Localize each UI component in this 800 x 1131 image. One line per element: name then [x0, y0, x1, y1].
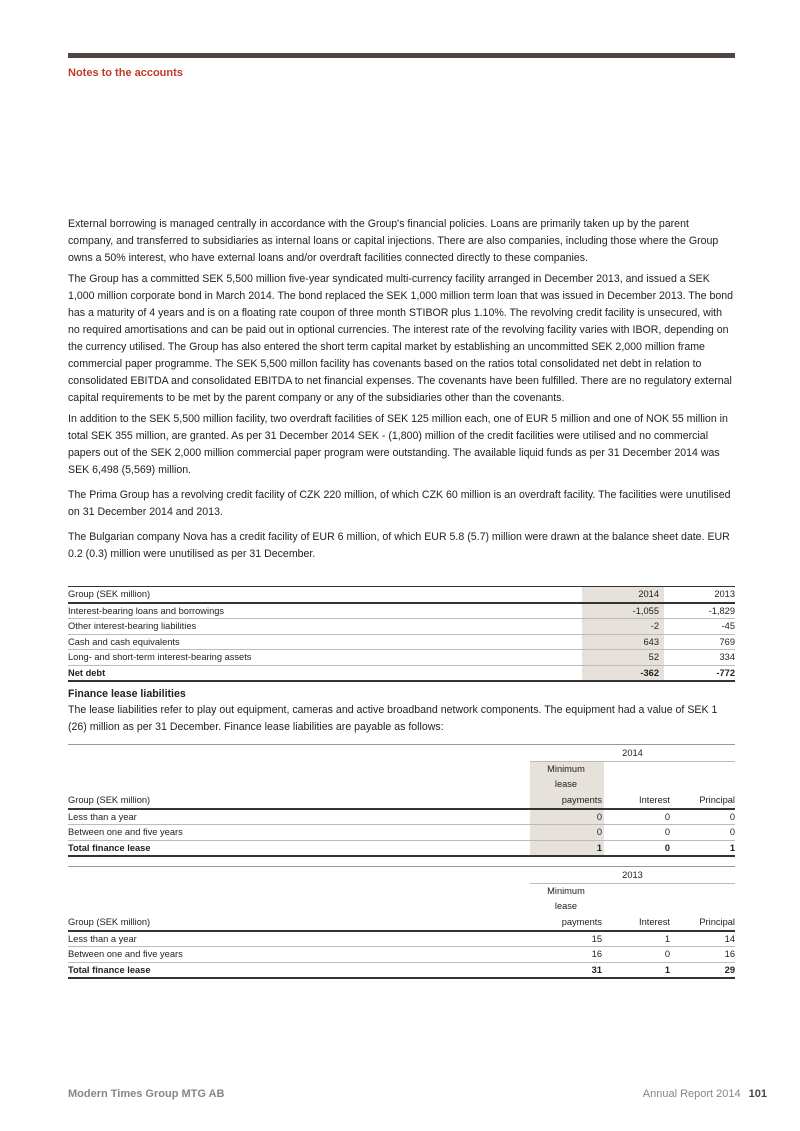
value-minimum: 0 — [530, 809, 604, 825]
column-header: Principal — [670, 914, 735, 931]
table-header-row — [68, 914, 735, 931]
value-principal: 1 — [670, 840, 735, 856]
value-minimum: 1 — [530, 840, 604, 856]
year-label: 2014 — [530, 745, 735, 762]
row-label: Total finance lease — [68, 962, 530, 978]
column-header: lease — [554, 901, 578, 911]
row-label: Net debt — [68, 665, 582, 681]
net-debt-table — [68, 586, 735, 682]
table-header-row — [68, 884, 735, 900]
column-header: payments — [530, 914, 604, 931]
table-row — [68, 650, 735, 665]
page-number: 101 — [748, 1088, 767, 1100]
paragraph: In addition to the SEK 5,500 million facility, two overdraft facilities of SEK 125 million each, one of EUR 5 million and one of NOK 55 million in total SEK 355 million, are granted. As per 31 December 2014 SEK - (1,800) million of the credit facilities were utilised and no commercial papers out of the SEK 2,000 million commercial paper program were outstanding. The available liquid funds as per 31 December 2014 was SEK 6,498 (5,569) million. — [68, 413, 728, 476]
column-header: Minimum — [547, 886, 585, 896]
row-label: Cash and cash equivalents — [68, 634, 582, 649]
value-2014: -2 — [582, 619, 664, 634]
column-header: lease — [530, 777, 604, 792]
paragraph: The Prima Group has a revolving credit facility of CZK 220 million, of which CZK 60 million is an overdraft facility. The facilities were unutilised on 31 December 2014 and 2013. — [68, 489, 731, 518]
footer-report — [643, 1088, 767, 1100]
column-header: Group (SEK million) — [68, 587, 582, 604]
value-2013: -772 — [664, 665, 735, 681]
table-header-row — [68, 762, 735, 778]
year-header-row — [68, 745, 735, 762]
footer-company: Modern Times Group MTG AB — [68, 1088, 225, 1100]
value-interest: 0 — [604, 947, 670, 962]
header-rule — [68, 53, 735, 58]
value-principal: 29 — [670, 962, 735, 978]
column-header: Principal — [670, 792, 735, 809]
finance-lease-table-2014 — [68, 744, 735, 857]
paragraph: The Group has a committed SEK 5,500 million five-year syndicated multi-currency facility arranged in December 2013, and issued a SEK 1,000 million corporate bond in March 2014. The bond replaced the SEK 1,000 million term loan that was issued in December 2013. The bond has a maturity of 4 years and is on a floating rate coupon of three month STIBOR plus 1.10%. The revolving credit facility is unsecured, with no required amortisations and can be paid out in optional currencies. The interest rate of the revolving facility varies with IBOR, depending on the currency utilised. The Group has also entered the short term capital market by establishing an uncommitted SEK 2,000 million frame commercial paper programme. The SEK 5,500 millon facility has covenants based on the ratios total consolidated net debt in relation to consolidated EBITDA and consolidated EBITDA to net financial expenses. The covenants have been fulfilled. There are no regulatory external capital requirements to be met by the parent company or any of the subsidiaries other than the covenants. — [68, 273, 734, 404]
row-label: Between one and five years — [68, 947, 530, 962]
paragraph: External borrowing is managed centrally in accordance with the Group's financial policies. Loans are primarily taken up by the parent company, and transferred to subsidiaries as internal loans or capital injections. There are also companies, including those where the Group owns a 50% interest, who have external loans and/or overdraft facilities connected directly to these companies. — [68, 218, 719, 264]
value-2013: 334 — [664, 650, 735, 665]
value-principal: 0 — [670, 809, 735, 825]
table-total-row — [68, 840, 735, 856]
value-minimum: 15 — [530, 931, 604, 947]
table-row — [68, 825, 735, 840]
table-header-row — [68, 792, 735, 809]
table-row — [68, 634, 735, 649]
value-2014: 52 — [582, 650, 664, 665]
finance-lease-text: The lease liabilities refer to play out equipment, cameras and active broadband network components. The equipment had a value of SEK 1 (26) million as per 31 December. Finance lease liabilities are payable as follows: — [68, 704, 718, 733]
paragraph: The Bulgarian company Nova has a credit facility of EUR 6 million, of which EUR 5.8 (5.7) million were drawn at the balance sheet date. EUR 0.2 (0.3) million were unutilised as per 31 December. — [68, 531, 730, 560]
column-header: payments — [530, 792, 604, 809]
table-header-row — [68, 777, 735, 792]
table-header-row — [68, 899, 735, 914]
row-label: Interest-bearing loans and borrowings — [68, 603, 582, 619]
row-label: Total finance lease — [68, 840, 530, 856]
value-2014: -1,055 — [582, 603, 664, 619]
value-2013: -45 — [664, 619, 735, 634]
value-minimum: 0 — [530, 825, 604, 840]
value-2013: -1,829 — [664, 603, 735, 619]
value-interest: 0 — [604, 809, 670, 825]
value-minimum: 31 — [530, 962, 604, 978]
column-header: 2013 — [664, 587, 735, 604]
row-label: Long- and short-term interest-bearing assets — [68, 650, 582, 665]
body-text — [68, 216, 735, 567]
value-principal: 16 — [670, 947, 735, 962]
table-row — [68, 619, 735, 634]
row-label: Between one and five years — [68, 825, 530, 840]
value-interest: 1 — [604, 962, 670, 978]
year-header-row — [68, 867, 735, 884]
finance-lease-table-2013 — [68, 866, 735, 979]
value-interest: 0 — [604, 840, 670, 856]
value-interest: 0 — [604, 825, 670, 840]
row-label: Less than a year — [68, 931, 530, 947]
table-row — [68, 947, 735, 962]
row-label: Other interest-bearing liabilities — [68, 619, 582, 634]
finance-lease-heading: Finance lease liabilities — [68, 688, 186, 700]
value-2013: 769 — [664, 634, 735, 649]
footer-report-title: Annual Report 2014 — [642, 1088, 741, 1100]
row-label: Less than a year — [68, 809, 530, 825]
column-header: Minimum — [530, 762, 604, 778]
table-header-row — [68, 587, 735, 604]
column-header: Group (SEK million) — [68, 914, 530, 931]
value-minimum: 16 — [530, 947, 604, 962]
table-row — [68, 809, 735, 825]
table-row — [68, 931, 735, 947]
table-total-row — [68, 962, 735, 978]
value-principal: 0 — [670, 825, 735, 840]
table-total-row — [68, 665, 735, 681]
value-2014: -362 — [582, 665, 664, 681]
column-header: Interest — [604, 914, 670, 931]
value-2014: 643 — [582, 634, 664, 649]
column-header: Group (SEK million) — [68, 792, 530, 809]
value-principal: 14 — [670, 931, 735, 947]
value-interest: 1 — [604, 931, 670, 947]
column-header: 2014 — [582, 587, 664, 604]
section-title: Notes to the accounts — [68, 67, 183, 79]
year-label: 2013 — [530, 867, 735, 884]
column-header: Interest — [604, 792, 670, 809]
table-row — [68, 603, 735, 619]
